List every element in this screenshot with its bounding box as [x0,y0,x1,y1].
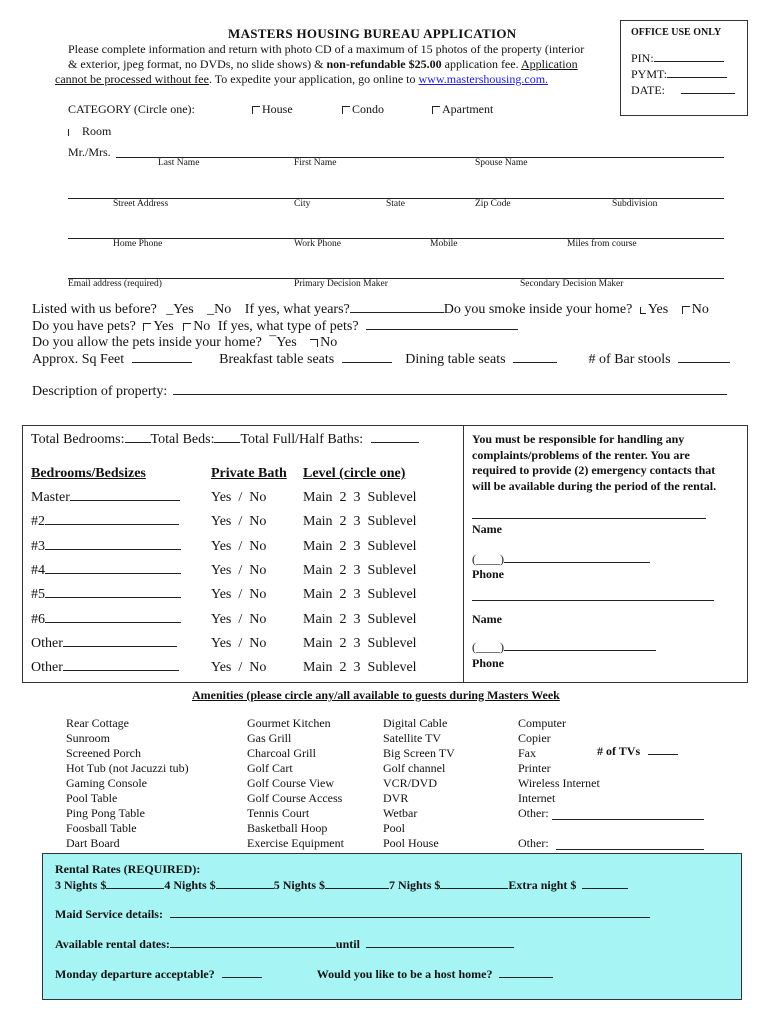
bedroom-label: #2 [31,514,45,529]
date-label: DATE: [631,83,665,97]
bedroom-label: #5 [31,587,45,602]
dates-label: Available rental dates: [55,937,170,951]
pet-type-field[interactable] [366,329,518,330]
bedroom-row [31,612,181,628]
amenity-item[interactable]: Basketball Hoop [247,821,328,835]
question-text: Listed with us before? [32,302,157,317]
host-field[interactable] [499,977,553,978]
pymt-field[interactable] [631,67,727,82]
fee-amount: non-refundable $25.00 [326,57,442,71]
checkbox-icon [68,129,74,136]
level-choice[interactable]: Main 2 3 Sublevel [303,660,417,675]
listed-question [32,302,709,318]
amenity-item[interactable]: Sunroom [66,731,111,745]
amenity-item[interactable]: Wetbar [383,806,418,820]
dates-row [55,937,514,952]
amenity-item[interactable]: Golf Cart [247,761,293,775]
intro-text: Application [520,57,578,71]
category-option-label: Apartment [442,102,494,116]
amenity-item[interactable]: Golf channel [383,761,446,775]
private-bath-choice[interactable]: Yes / No [211,563,267,578]
listed-yes[interactable]: _Yes [166,302,194,317]
street-label: Street Address [113,199,169,209]
other-1-field[interactable] [552,819,704,820]
intro-text: . To expedite your application, go online to [208,72,416,86]
mobile-label: Mobile [430,239,458,249]
category-apartment[interactable] [432,102,493,117]
home-phone-label: Home Phone [113,239,163,249]
smoke-yes[interactable]: Yes [640,302,668,317]
intro-line-2 [68,57,578,72]
col-rooms-header: Bedrooms/Bedsizes [31,466,146,481]
emergency-phone-1-field[interactable]: (____) [472,552,650,567]
rate-3-label: 3 Nights $ [55,878,107,892]
bar-stools-field[interactable] [678,362,730,363]
secondary-dm-label: Secondary Decision Maker [520,279,624,289]
email-line[interactable] [68,278,724,279]
level-choice[interactable]: Main 2 3 Sublevel [303,563,417,578]
bedroom-row [31,587,181,603]
private-bath-choice[interactable]: Yes / No [211,587,267,602]
category-option-label: Room [82,124,112,138]
bedroom-label: #4 [31,563,45,578]
bedroom-label: #6 [31,612,45,627]
rate-5-field[interactable] [325,888,389,889]
bedroom-label: #3 [31,539,45,554]
amenity-item[interactable]: Big Screen TV [383,746,455,760]
sqft-row [32,352,730,368]
description-row [32,384,727,400]
smoke-no[interactable]: No [682,302,709,317]
category-condo[interactable] [342,102,384,117]
checkbox-icon [342,106,350,114]
extra-night-field[interactable] [582,888,628,889]
amenity-item[interactable]: Other: [518,836,549,850]
maid-row [55,907,650,922]
pets-inside-no[interactable]: No [310,335,337,350]
pymt-label: PYMT: [631,67,668,81]
amenity-item[interactable]: Other: [518,806,549,820]
question-text: Do you allow the pets inside your home? [32,335,262,350]
amenities-title: Amenities (please circle any/all available to guests during Masters Week [192,688,560,702]
amenity-item[interactable]: Copier [518,731,551,745]
work-phone-label: Work Phone [294,239,341,249]
office-use-box [620,20,748,116]
question-text: Dining table seats [405,352,506,367]
amenity-item[interactable]: Gaming Console [66,776,147,790]
amenity-item[interactable]: Computer [518,716,566,730]
amenity-item[interactable]: DVR [383,791,409,805]
spouse-name-label: Spouse Name [475,158,528,168]
pets-inside-question [32,335,337,351]
emergency-phone-1-label: Phone [472,567,505,581]
amenity-item[interactable]: Charcoal Grill [247,746,316,760]
num-tvs-field[interactable] [648,754,678,755]
private-bath-choice[interactable]: Yes / No [211,636,267,651]
rate-7-label: 7 Nights $ [389,878,441,892]
intro-line-1: Please complete information and return with photo CD of a maximum of 15 photos of the property (interior [68,42,585,56]
dates-until-field[interactable] [366,947,514,948]
rental-nights-row [55,878,628,893]
amenity-item[interactable]: Gas Grill [247,731,292,745]
intro-text: & exterior, jpeg format, no DVDs, no slide shows) & [68,57,324,71]
name-line[interactable] [116,157,724,158]
miles-label: Miles from course [567,239,637,249]
monday-row [55,967,553,982]
bedroom-row [31,514,179,530]
state-label: State [386,199,405,209]
bedsize-field[interactable] [45,597,181,598]
listed-no[interactable]: _No [207,302,232,317]
amenity-item[interactable]: Fax [518,746,536,760]
email-label: Email address (required) [68,279,162,289]
last-name-label: Last Name [158,158,200,168]
city-label: City [294,199,311,209]
question-text: Do you have pets? [32,319,136,334]
checkbox-icon [252,106,260,114]
amenity-item[interactable]: Pool Table [66,791,118,805]
bedroom-label: Master [31,490,70,505]
emergency-phone-2-label: Phone [472,656,505,670]
amenity-item[interactable]: Rear Cottage [66,716,129,730]
zip-label: Zip Code [475,199,511,209]
bedsize-field[interactable] [63,646,177,647]
rental-rates-box [42,853,742,1000]
col-level-header: Level (circle one) [303,466,406,481]
total-bedrooms-field[interactable] [125,442,151,443]
primary-dm-label: Primary Decision Maker [294,279,388,289]
category-label: CATEGORY (Circle one): [68,102,195,116]
amenity-item[interactable]: Screened Porch [66,746,141,760]
rate-7-field[interactable] [440,888,508,889]
private-bath-choice[interactable]: Yes / No [211,660,267,675]
level-choice[interactable]: Main 2 3 Sublevel [303,490,417,505]
emergency-name-1-line[interactable] [472,518,706,519]
question-text: Description of property: [32,384,168,399]
intro-text: cannot be processed without fee [55,72,209,86]
category-house[interactable] [252,102,293,117]
level-choice[interactable]: Main 2 3 Sublevel [303,587,417,602]
total-baths-field[interactable] [371,442,419,443]
bedsize-field[interactable] [70,500,180,501]
pin-field[interactable] [631,51,724,66]
amenity-item[interactable]: Golf Course Access [247,791,343,805]
intro-line-3 [55,72,548,87]
bedrooms-box [22,425,464,683]
rate-5-label: 5 Nights $ [273,878,326,892]
amenity-item[interactable]: Wireless Internet [518,776,600,790]
col-bath-header: Private Bath [211,466,287,481]
emergency-name-2-label: Name [472,612,502,626]
question-text: If yes, what years? [244,302,350,317]
website-link[interactable]: www.mastershousing.com. [418,72,549,86]
bedroom-row [31,636,177,652]
total-beds-label: Total Beds: [150,432,215,447]
monday-label: Monday departure acceptable? [55,967,215,981]
level-choice[interactable]: Main 2 3 Sublevel [303,612,417,627]
level-choice[interactable]: Main 2 3 Sublevel [303,636,417,651]
emergency-name-1-label: Name [472,522,502,536]
amenity-item[interactable]: Dart Board [66,836,120,850]
question-text: Breakfast table seats [219,352,335,367]
rate-4-label: 4 Nights $ [164,878,216,892]
num-tvs [597,744,678,759]
pets-yes[interactable]: Yes [143,319,173,334]
amenity-item[interactable]: Tennis Court [247,806,310,820]
amenity-item[interactable]: Golf Course View [247,776,335,790]
rental-title: Rental Rates (REQUIRED): [55,862,201,876]
total-baths-label: Total Full/Half Baths: [240,432,364,447]
bedsize-field[interactable] [45,622,181,623]
emergency-name-2-line[interactable] [472,600,714,601]
pets-no[interactable]: No [183,319,210,334]
amenity-item[interactable]: Gourmet Kitchen [247,716,331,730]
amenities-col-3 [383,716,455,851]
amenity-item[interactable]: Internet [518,791,556,805]
amenity-item[interactable]: VCR/DVD [383,776,438,790]
intro-text: application fee. [444,57,519,71]
category-room[interactable] [68,124,111,139]
amenity-item[interactable] [518,821,600,836]
totals-row [31,432,419,448]
date-field[interactable] [631,83,735,98]
pin-label: PIN: [631,51,654,65]
private-bath-choice[interactable]: Yes / No [211,539,267,554]
bedsize-field[interactable] [45,573,181,574]
bedsize-field[interactable] [63,670,179,671]
category-option-label: Condo [352,102,385,116]
subdivision-label: Subdivision [612,199,658,209]
mr-mrs-label: Mr./Mrs. [68,145,111,159]
pets-question [32,319,518,335]
bedroom-row [31,539,181,555]
other-2-field[interactable] [556,849,704,850]
amenity-item[interactable]: Satellite TV [383,731,442,745]
bedsize-field[interactable] [45,549,181,550]
office-use-title: OFFICE USE ONLY [631,27,722,38]
amenity-item[interactable]: Printer [518,761,551,775]
private-bath-choice[interactable]: Yes / No [211,514,267,529]
amenity-item[interactable]: Pool House [383,836,439,850]
pets-inside-yes[interactable]: ¯Yes [269,335,297,350]
until-label: until [335,937,360,951]
amenities-col-1 [66,716,189,851]
host-label: Would you like to be a host home? [316,967,493,981]
checkbox-icon [432,106,440,114]
emergency-text: You must be responsible for handling any complaints/problems of the renter. You are required to provide (2) emergency contacts that will be available during the period of the rental. [472,432,717,493]
dates-from-field[interactable] [170,947,336,948]
rate-3-field[interactable] [106,888,164,889]
bedsize-field[interactable] [45,524,179,525]
question-text: If yes, what type of pets? [217,319,359,334]
total-bedrooms-label: Total Bedrooms: [31,432,125,447]
bedroom-label: Other [31,636,63,651]
amenity-item[interactable]: Foosball Table [66,821,137,835]
amenity-item[interactable]: Ping Pong Table [66,806,145,820]
bedroom-row [31,490,180,506]
form-title: MASTERS HOUSING BUREAU APPLICATION [228,26,517,41]
amenity-item[interactable]: Exercise Equipment [247,836,344,850]
total-beds-field[interactable] [214,442,240,443]
emergency-phone-2-field[interactable]: (____) [472,640,656,655]
question-text: Approx. Sq Feet [32,352,125,367]
level-choice[interactable]: Main 2 3 Sublevel [303,539,417,554]
question-text: Do you smoke inside your home? [443,302,633,317]
num-tvs-label: # of TVs [597,744,641,758]
amenity-item[interactable]: Digital Cable [383,716,448,730]
question-text: # of Bar stools [588,352,671,367]
category-option-label: House [262,102,293,116]
breakfast-field[interactable] [342,362,392,363]
rate-4-field[interactable] [216,888,274,889]
years-field[interactable] [350,312,444,313]
dining-field[interactable] [513,362,557,363]
first-name-label: First Name [294,158,337,168]
sqft-field[interactable] [132,362,192,363]
monday-field[interactable] [222,977,262,978]
private-bath-choice[interactable]: Yes / No [211,612,267,627]
private-bath-choice[interactable]: Yes / No [211,490,267,505]
bedroom-label: Other [31,660,63,675]
level-choice[interactable]: Main 2 3 Sublevel [303,514,417,529]
extra-night-label: Extra night $ [508,878,577,892]
amenity-item[interactable]: Pool [383,821,406,835]
bedroom-row [31,660,179,676]
amenities-col-4 [518,716,600,851]
maid-field[interactable] [170,917,650,918]
emergency-box [464,425,748,683]
bedroom-row [31,563,181,579]
amenities-col-2 [247,716,344,851]
maid-label: Maid Service details: [55,907,163,921]
amenity-item[interactable]: Hot Tub (not Jacuzzi tub) [66,761,189,775]
description-field[interactable] [173,394,727,395]
